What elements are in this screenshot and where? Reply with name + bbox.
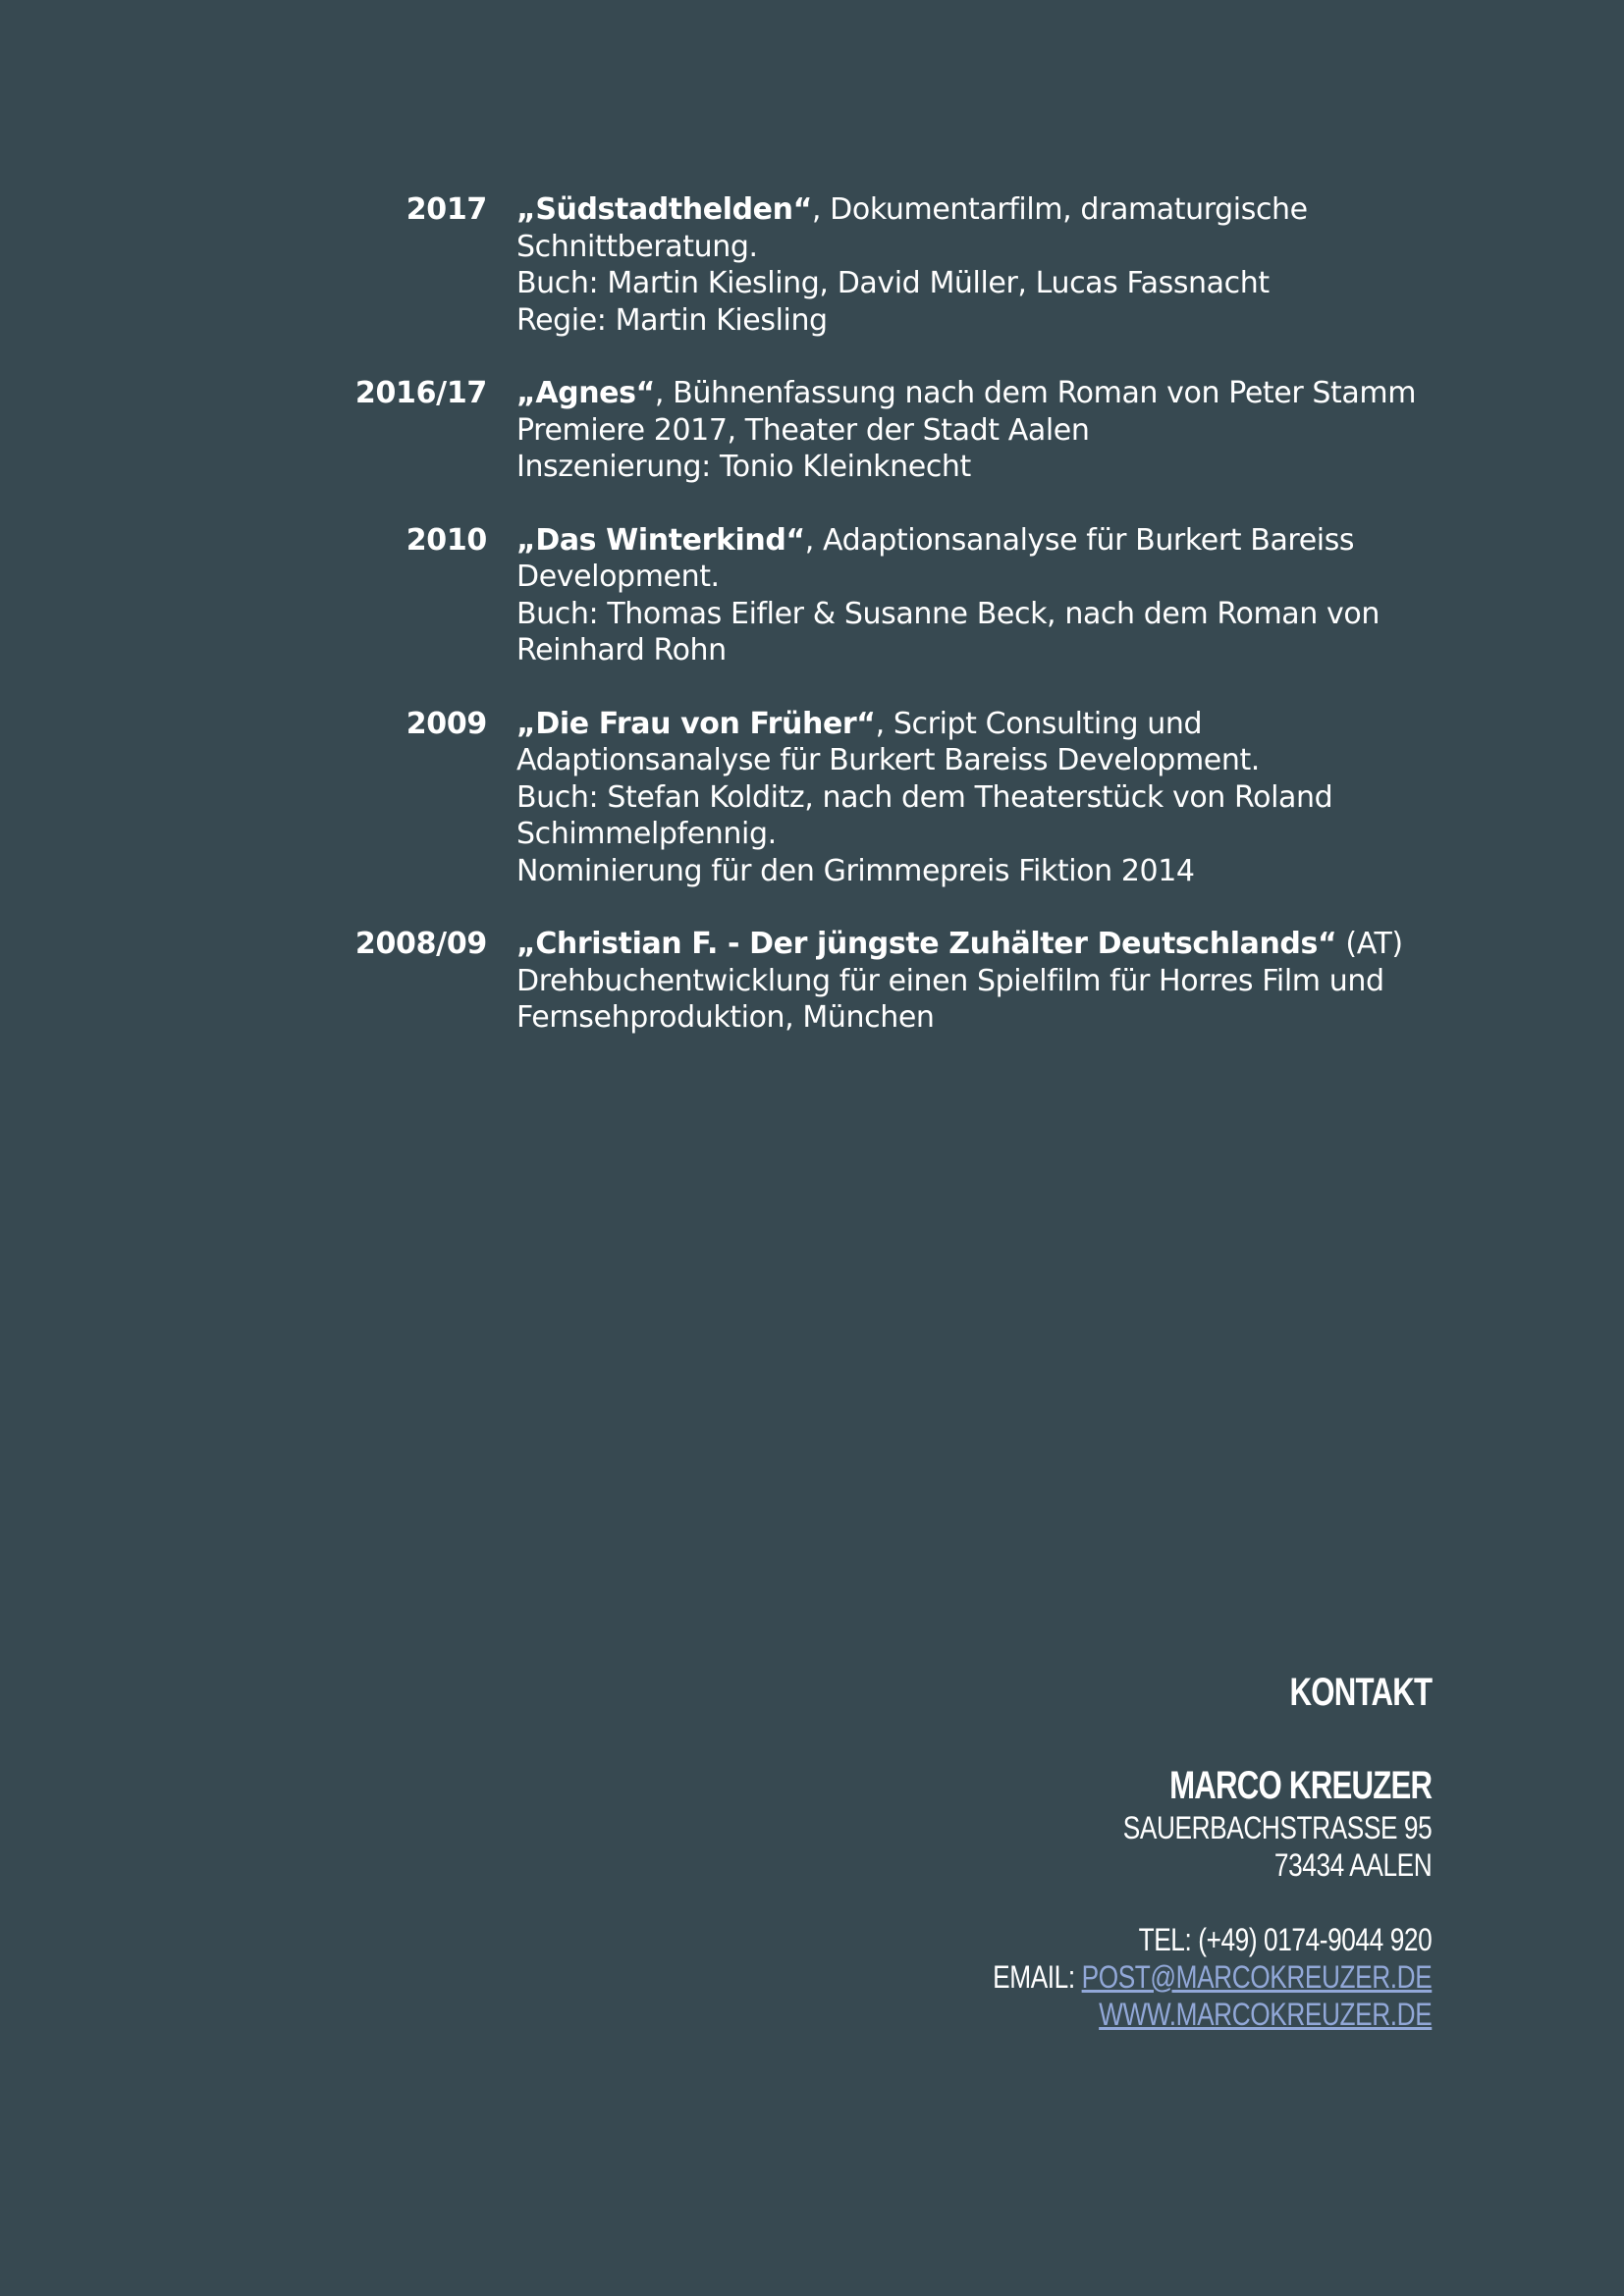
contact-heading: KONTAKT	[1289, 1671, 1432, 1714]
entry-line: Premiere 2017, Theater der Stadt Aalen	[516, 412, 1090, 448]
entry-line: Reinhard Rohn	[516, 633, 727, 667]
website-link[interactable]: WWW.MARCOKREUZER.DE	[1098, 1997, 1432, 2032]
entry-description	[516, 375, 1439, 486]
entry-title: „Christian F. - Der jüngste Zuhälter Deutschlands“	[516, 927, 1337, 961]
entry-title-rest: , Dokumentarfilm, dramaturgische	[811, 192, 1308, 227]
entry-line: Schimmelpfennig.	[516, 817, 777, 851]
entry-line: Schnittberatung.	[516, 229, 758, 264]
entry-first-line	[516, 522, 1439, 560]
entry-line: Buch: Stefan Kolditz, nach dem Theaterstück von Roland	[516, 779, 1333, 815]
entry-first-line	[516, 375, 1439, 412]
email-link[interactable]: POST@MARCOKREUZER.DE	[1081, 1959, 1432, 1995]
entry-line: Fernsehproduktion, München	[516, 1000, 935, 1035]
entry-line: Drehbuchentwicklung für einen Spielfilm für Horres Film und	[516, 963, 1384, 998]
entry-line: Nominierung für den Grimmepreis Fiktion 2014	[516, 853, 1195, 888]
entry-title: „Die Frau von Früher“	[516, 706, 876, 741]
entry-description	[516, 191, 1439, 339]
contact-block	[896, 1669, 1432, 2033]
entry-first-line	[516, 191, 1439, 229]
filmography-entry	[0, 926, 1624, 1037]
entry-line: Adaptionsanalyse für Burkert Bareiss Development.	[516, 743, 1260, 777]
contact-website-row	[993, 1996, 1432, 2033]
contact-spacer	[896, 1884, 1432, 1921]
entry-line: Buch: Thomas Eifler & Susanne Beck, nach dem Roman von	[516, 596, 1380, 631]
contact-phone: TEL: (+49) 0174-9044 920	[1138, 1922, 1432, 1957]
entry-line: Inszenierung: Tonio Kleinknecht	[516, 450, 971, 484]
contact-city: 73434 AALEN	[1273, 1847, 1432, 1883]
filmography-entry	[0, 375, 1624, 486]
entry-description	[516, 706, 1439, 890]
filmography-entry	[0, 706, 1624, 890]
entry-title: „Südstadthelden“	[516, 192, 812, 227]
filmography-entry	[0, 522, 1624, 669]
entry-line: Development.	[516, 560, 720, 594]
entry-year: 2009	[406, 706, 487, 741]
entry-title-rest: , Bühnenfassung nach dem Roman von Peter Stamm	[654, 376, 1417, 410]
filmography-list	[0, 191, 1624, 1073]
entry-title-rest: (AT)	[1336, 927, 1403, 961]
entry-description	[516, 522, 1439, 669]
entry-first-line	[516, 926, 1439, 963]
contact-name: MARCO KREUZER	[1168, 1764, 1432, 1807]
entry-year: 2017	[406, 192, 487, 227]
filmography-entry	[0, 191, 1624, 339]
entry-title: „Das Winterkind“	[516, 522, 805, 558]
entry-title-rest: , Adaptionsanalyse für Burkert Bareiss	[804, 522, 1355, 558]
entry-title-rest: , Script Consulting und	[875, 706, 1203, 741]
entry-line: Regie: Martin Kiesling	[516, 302, 828, 338]
entry-first-line	[516, 706, 1439, 743]
entry-title: „Agnes“	[516, 376, 655, 410]
entry-year: 2016/17	[354, 376, 487, 410]
contact-email-label: EMAIL:	[992, 1959, 1082, 1995]
contact-street: SAUERBACHSTRASSE 95	[1122, 1810, 1432, 1845]
entry-line: Buch: Martin Kiesling, David Müller, Lucas Fassnacht	[516, 266, 1270, 300]
entry-year: 2010	[406, 522, 487, 558]
entry-description	[516, 926, 1439, 1037]
contact-email-row	[993, 1958, 1432, 1996]
entry-year: 2008/09	[354, 927, 487, 961]
